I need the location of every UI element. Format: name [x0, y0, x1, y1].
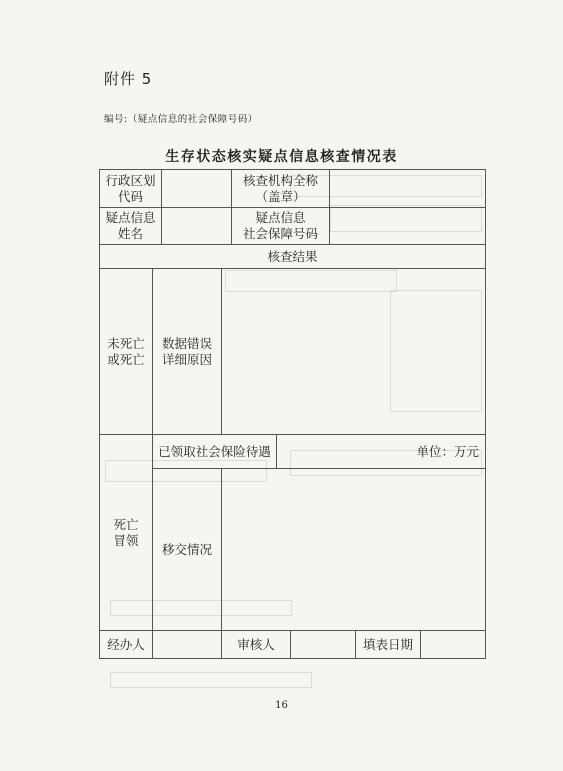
region-code-label: 行政区划 代码	[105, 172, 156, 204]
verification-form-table	[99, 169, 486, 659]
result-header-cell	[99, 244, 486, 269]
transfer-label: 移交情况	[161, 541, 212, 557]
date-field[interactable]	[420, 630, 486, 659]
received-label: 已领取社会保险待遇	[158, 443, 271, 459]
transfer-field[interactable]	[221, 468, 486, 631]
suspect-name-label: 疑点信息 姓名	[105, 210, 156, 241]
unit-label: 单位：万元	[416, 443, 479, 459]
not-dead-label-cell	[99, 268, 153, 435]
reviewer-field[interactable]	[290, 630, 356, 659]
reviewer-label: 审核人	[237, 636, 275, 652]
error-reason-label: 数据错误 详细原因	[161, 335, 212, 367]
suspect-ssn-field[interactable]	[329, 207, 486, 245]
region-code-field[interactable]	[161, 169, 232, 208]
handler-field[interactable]	[152, 630, 222, 659]
handler-label: 经办人	[107, 636, 145, 652]
handler-label-cell	[99, 630, 153, 659]
result-header: 核查结果	[267, 248, 318, 264]
error-reason-field[interactable]	[221, 268, 486, 435]
error-reason-label-cell	[152, 268, 222, 435]
agency-field[interactable]	[329, 169, 486, 208]
transfer-label-cell	[152, 468, 222, 631]
suspect-name-label-cell	[99, 207, 162, 245]
code-line: 编号:（疑点信息的社会保障号码）	[104, 114, 258, 125]
suspect-ssn-label-cell	[231, 207, 330, 245]
received-label-cell	[152, 434, 277, 469]
dead-label-cell	[99, 434, 153, 631]
attachment-label: 附件 5	[104, 70, 153, 88]
date-label-cell	[355, 630, 421, 659]
date-label: 填表日期	[362, 636, 413, 652]
received-amount-field[interactable]	[276, 434, 486, 469]
agency-label: 核查机构全称 （盖章）	[242, 172, 318, 204]
not-dead-label: 未死亡 或死亡	[107, 335, 145, 367]
form-title: 生存状态核实疑点信息核查情况表	[165, 149, 398, 165]
dead-label: 死亡 冒领	[113, 516, 139, 548]
reviewer-label-cell	[221, 630, 291, 659]
suspect-name-field[interactable]	[161, 207, 232, 245]
suspect-ssn-label: 疑点信息 社会保障号码	[242, 210, 318, 241]
region-code-label-cell	[99, 169, 162, 208]
page-number: 16	[275, 700, 288, 711]
agency-label-cell	[231, 169, 330, 208]
